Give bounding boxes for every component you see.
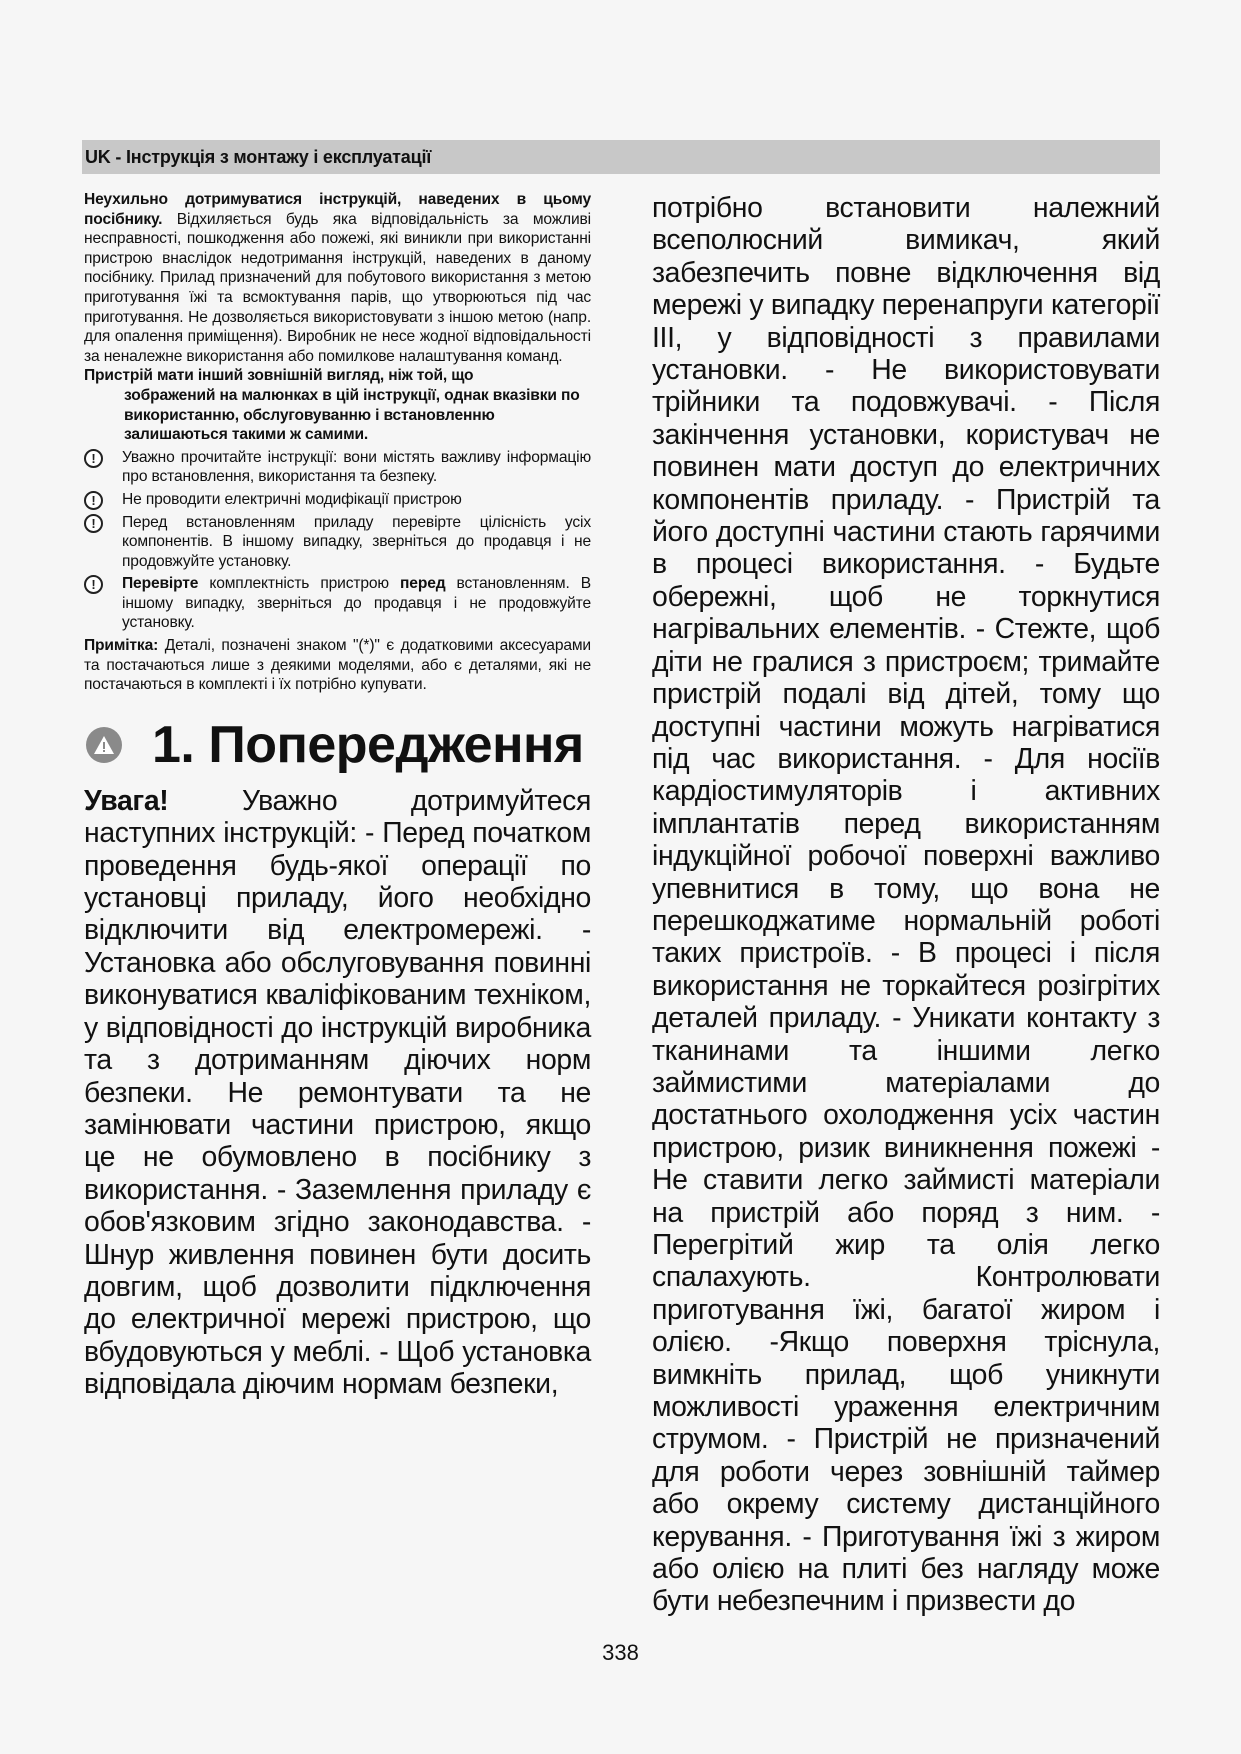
left-body-paragraph <box>84 785 591 1401</box>
intro-lead: Неухильно дотримуватися інструкцій, наведених в цьому посібнику. <box>84 191 591 228</box>
exclamation-circle-icon: ! <box>84 491 103 510</box>
right-body <box>652 192 1160 1618</box>
note-text: Деталі, позначені знаком "(*)" є додатковими аксесуарами та постачаються лише з деякими моделями, або є деталями, які не постачаються в комплекті і їх потрібно купувати. <box>84 637 591 694</box>
section-title: 1. Попередження <box>152 715 584 774</box>
check-text-2: встановленням. В іншому випадку, зверніться до продавця і не продовжуйте установку. <box>122 575 592 632</box>
page-header <box>82 140 1160 174</box>
exclamation-circle-icon: ! <box>84 575 103 594</box>
intro-block <box>84 190 591 695</box>
note-label: Примітка: <box>84 637 159 655</box>
exclamation-circle-icon: ! <box>84 514 103 533</box>
left-body <box>84 785 591 1401</box>
appearance-rest: зображений на малюнках в цій інструкції, однак вказівки по використанню, обслуговуванню і встановленню залишаються такими ж самими. <box>124 386 580 444</box>
check-bold-1: Перевірте <box>122 575 199 593</box>
intro-paragraph <box>84 190 591 366</box>
warning-triangle-svg <box>92 734 116 756</box>
page-number: 338 <box>602 1640 639 1665</box>
attention-label: Увага! <box>84 784 169 817</box>
warning-no-modifications <box>84 490 591 510</box>
note-paragraph <box>84 636 591 695</box>
warning-triangle-icon <box>86 727 122 763</box>
warning-text: Перед встановленням приладу перевірте цілісність усіх компонентів. В іншому випадку, зверніться до продавця і не продовжуйте установку. <box>122 513 591 570</box>
header-title: UK - Інструкція з монтажу і експлуатації <box>85 147 432 167</box>
exclamation-circle-icon: ! <box>84 449 103 468</box>
section-heading <box>84 711 591 779</box>
right-column <box>652 192 1160 1618</box>
right-body-paragraph: потрібно встановити належний всеполюсний вимикач, який забезпечить повне відключення від мережі у випадку перенапруги категорії III, у відповідності з правилами установки. - Не використовувати трійники та подовжувачі. - Після закінчення установки, користувач не повинен мати доступ до електричних компонентів приладу. - Пристрій та його доступні частини стають гарячими в процесі використання. - Будьте обережні, щоб не торкнутися нагрівальних елементів. - Стежте, щоб діти не гралися з пристроєм; тримайте пристрій подалі від дітей, тому що доступні частини можуть нагріватися під час використання. - Для носіїв кардіостимуляторів і активних імплантатів перед використанням індукційної робочої поверхні важливо упевнитися в тому, що вона не перешкоджатиме нормальній роботі таких пристроїв. - В процесі і після використання не торкайтеся розігрітих деталей приладу. - Уникати контакту з тканинами та іншими легко займистими матеріалами до достатнього охолодження усіх частин пристрою, ризик виникнення пожежі - Не ставити легко займисті матеріали на пристрій або поряд з ним. - Перегрітий жир та олія легко спалахують. Контролювати приготування їжі, багатої жиром і олією. -Якщо поверхня тріснула, вимкніть прилад, щоб уникнути можливості ураження електричним струмом. - Пристрій не призначений для роботи через зовнішній таймер або окрему систему дистанційного керування. - Приготування їжі з жиром або олією на плиті без нагляду може бути небезпечним і призвести до <box>652 192 1160 1618</box>
warning-text: Не проводити електричні модифікації пристрою <box>122 490 462 508</box>
intro-text: Відхиляється будь яка відповідальність за можливі несправності, пошкодження або пожежі, які виникли при використанні пристрою внаслідок недотримання інструкцій, наведених в даному посібнику. Прилад призначений для побутового використання з метою приготування їжі та всмоктування парів, що утворюються під час приготування. Не дозволяється використовувати з іншою метою (напр. для опалення приміщення). Виробник не несе жодної відповідальності за неналежне використання або помилкове налаштування команд. <box>84 210 591 365</box>
appearance-first-line: Пристрій мати інший зовнішній вигляд, ніж той, що <box>84 367 474 385</box>
warning-read-instructions <box>84 448 591 487</box>
left-column <box>84 190 591 1401</box>
warning-text <box>122 574 591 633</box>
warning-check-integrity <box>84 513 591 572</box>
check-text-1: комплектність пристрою <box>198 575 401 593</box>
check-bold-2: перед <box>400 575 446 593</box>
warning-check-completeness <box>84 574 591 633</box>
warning-text: Уважно прочитайте інструкції: вони містять важливу інформацію про встановлення, використання та безпеку. <box>122 448 591 486</box>
left-body-text: Уважно дотримуйтеся наступних інструкцій: - Перед початком проведення будь-якої операції по установці приладу, його необхідно відключити від електромережі. - Установка або обслуговування повинні виконуватися кваліфікованим техніком, у відповідності до інструкцій виробника та з дотриманням діючих норм безпеки. Не ремонтувати та не замінювати частини пристрою, якщо це не обумовлено в посібнику з використання. - Заземлення приладу є обов'язковим згідно законодавства. - Шнур живлення повинен бути досить довгим, щоб дозволити підключення до електричної мережі пристрою, що вбудовуються у меблі. - Щоб установка відповідала діючим нормам безпеки, <box>84 784 591 1401</box>
